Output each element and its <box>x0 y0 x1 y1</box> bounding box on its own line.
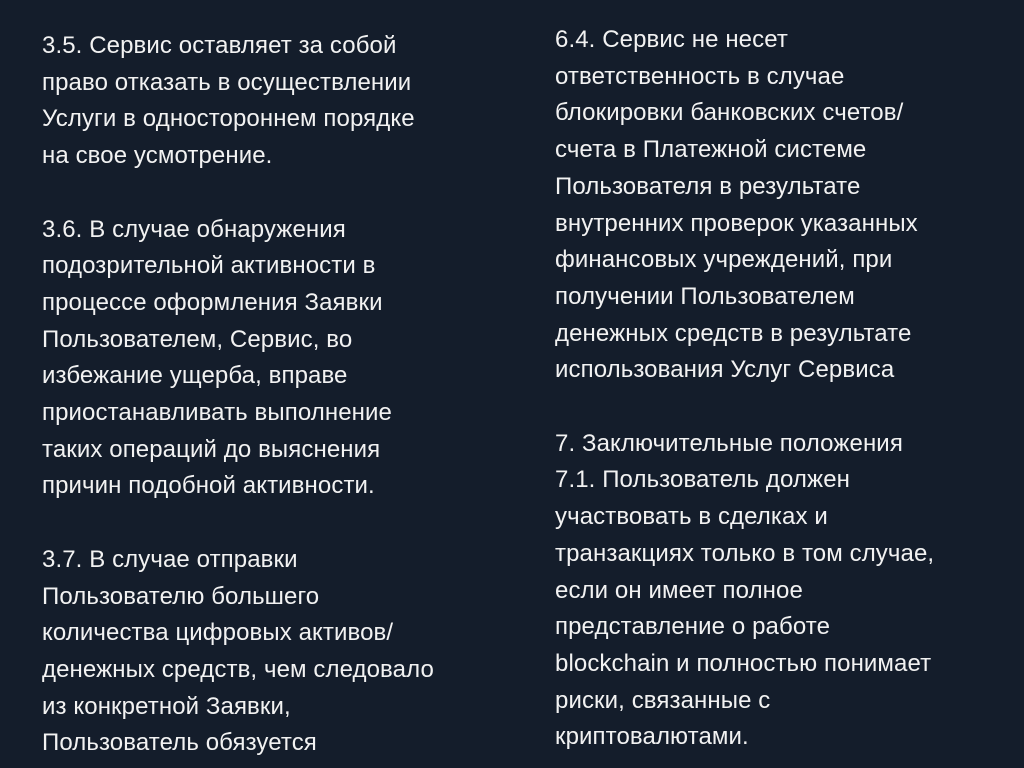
text-line: транзакциях только в том случае, <box>555 539 935 567</box>
text-line: если он имеет полное <box>555 576 803 604</box>
paragraph-gap <box>42 505 512 542</box>
section-7 <box>555 426 1015 756</box>
text-line: 7.1. Пользователь должен <box>555 466 850 494</box>
text-line: ответственность в случае <box>555 62 845 90</box>
text-line: 3.7. В случае отправки <box>42 545 298 573</box>
text-line: blockchain и полностью понимает <box>555 649 932 677</box>
text-line: Пользователя в результате <box>555 172 861 200</box>
text-line: право отказать в осуществлении <box>42 68 412 96</box>
text-line: избежание ущерба, вправе <box>42 362 348 390</box>
clause-6-4 <box>555 22 1015 389</box>
text-line: использования Услуг Сервиса <box>555 356 895 384</box>
text-line: 3.6. В случае обнаружения <box>42 215 346 243</box>
text-line: Услуги в одностороннем порядке <box>42 105 415 133</box>
text-line: количества цифровых активов/ <box>42 619 394 647</box>
text-line: процессе оформления Заявки <box>42 288 383 316</box>
text-line: денежных средств, чем следовало <box>42 655 434 683</box>
text-line: получении Пользователем <box>555 282 855 310</box>
right-column <box>555 22 1015 756</box>
paragraph-gap <box>42 175 512 212</box>
text-line: счета в Платежной системе <box>555 136 867 164</box>
text-line: внутренних проверок указанных <box>555 209 918 237</box>
text-line: Пользователем, Сервис, во <box>42 325 353 353</box>
text-line: финансовых учреждений, при <box>555 246 893 274</box>
text-line: приостанавливать выполнение <box>42 399 392 427</box>
text-line: Пользователь обязуется <box>42 729 317 757</box>
text-line: причин подобной активности. <box>42 472 375 500</box>
section-heading: 7. Заключительные положения <box>555 429 903 457</box>
text-line: 3.5. Сервис оставляет за собой <box>42 32 397 59</box>
text-line: подозрительной активности в <box>42 252 376 280</box>
text-line: таких операций до выяснения <box>42 435 381 463</box>
text-line: Пользователю большего <box>42 582 320 610</box>
paragraph-gap <box>555 389 1015 426</box>
clause-3-7 <box>42 542 512 762</box>
text-line: криптовалютами. <box>555 723 749 751</box>
clause-3-6 <box>42 212 512 506</box>
text-line: 6.4. Сервис не несет <box>555 26 788 53</box>
text-line: риски, связанные с <box>555 686 771 714</box>
text-line: на свое усмотрение. <box>42 142 273 170</box>
text-line: представление о работе <box>555 613 831 641</box>
clause-3-5 <box>42 28 512 175</box>
text-line: блокировки банковских счетов/ <box>555 99 904 127</box>
text-line: участвовать в сделках и <box>555 503 828 531</box>
left-column <box>42 28 512 762</box>
text-line: из конкретной Заявки, <box>42 692 291 720</box>
text-line: денежных средств в результате <box>555 319 912 347</box>
